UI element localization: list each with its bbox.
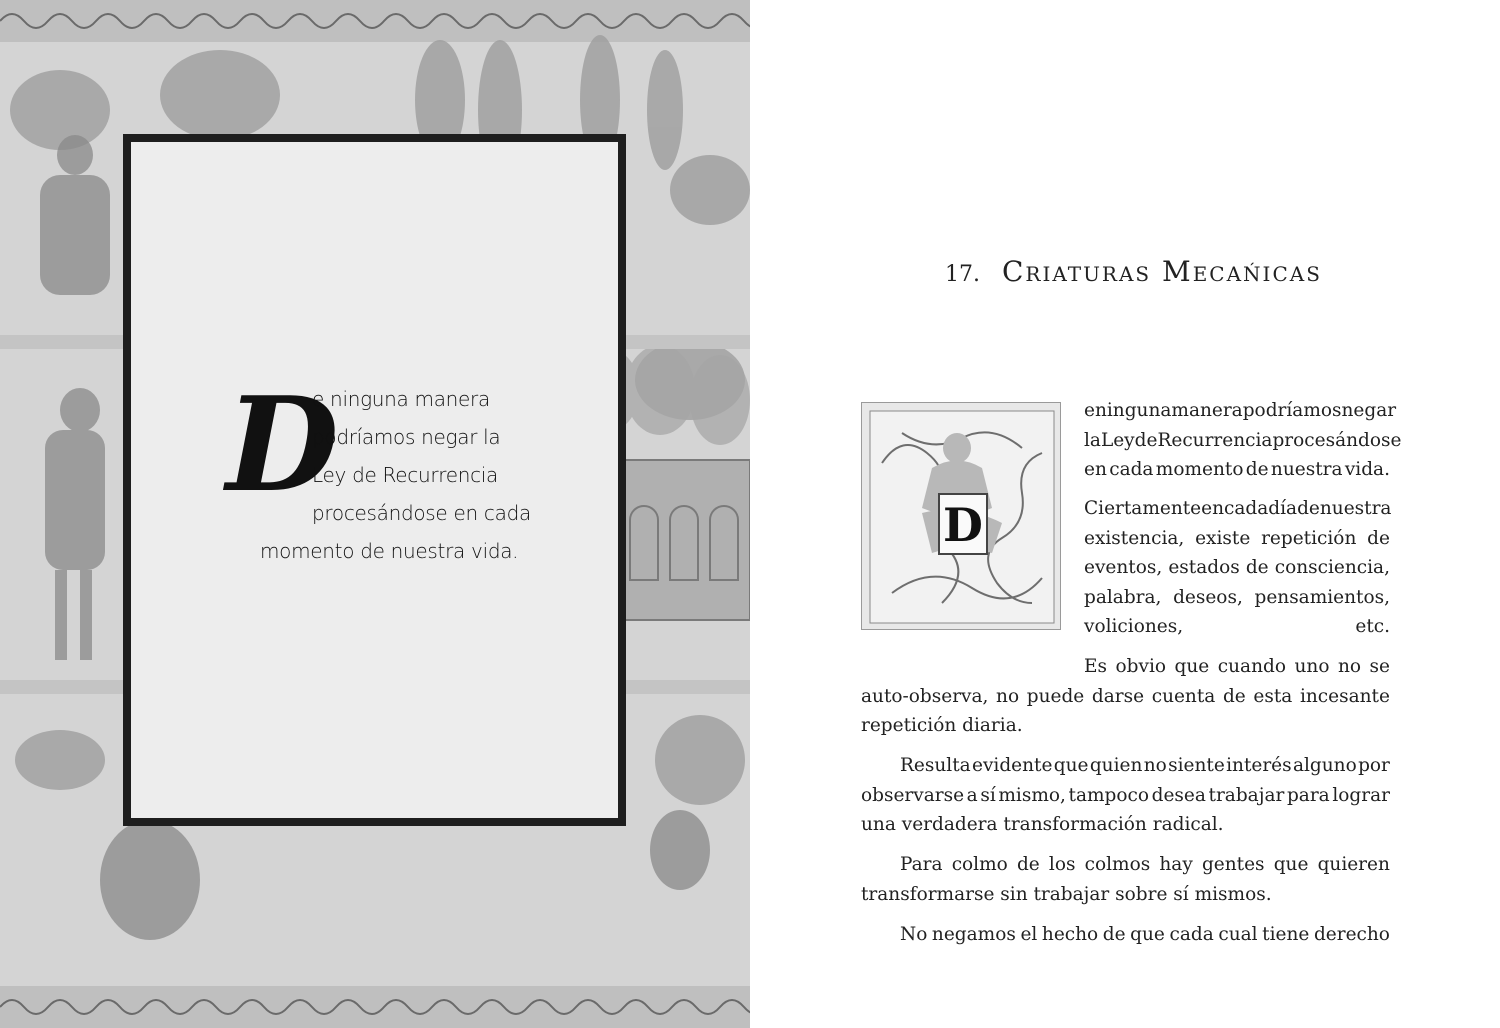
word: repetición bbox=[1261, 527, 1357, 549]
word: cada bbox=[1224, 498, 1269, 519]
word: alguno bbox=[1292, 755, 1357, 776]
word: deseos, bbox=[1173, 586, 1243, 608]
pull-quote-line-2: podríamos negar la bbox=[312, 425, 501, 449]
paragraph-6 bbox=[861, 920, 1390, 950]
word: trabajar bbox=[1208, 784, 1285, 806]
word: obvio bbox=[1115, 656, 1167, 677]
chapter-number: 17. bbox=[945, 262, 980, 287]
word: no bbox=[1143, 755, 1167, 776]
word: de bbox=[1367, 527, 1390, 549]
word: uno bbox=[1294, 656, 1330, 677]
word: cual bbox=[1218, 924, 1258, 945]
word: Es bbox=[1084, 656, 1107, 677]
paragraph-2-line bbox=[1084, 494, 1390, 524]
word: no bbox=[1337, 656, 1362, 677]
pull-quote-line-1: e ninguna manera bbox=[312, 387, 490, 411]
pull-quote-line-3: Ley de Recurrencia bbox=[312, 463, 499, 487]
word: momento bbox=[1155, 459, 1244, 481]
word: en bbox=[1201, 498, 1224, 519]
word: colmo bbox=[951, 854, 1008, 875]
word: voliciones, bbox=[1084, 616, 1184, 638]
word: se bbox=[1369, 656, 1390, 677]
word: evidente bbox=[972, 755, 1053, 776]
word: el bbox=[1020, 924, 1038, 945]
paragraph-4-line bbox=[861, 781, 1390, 811]
word: podríamos bbox=[1242, 400, 1342, 421]
word: existe bbox=[1195, 527, 1251, 549]
word: de bbox=[1102, 924, 1126, 945]
word: de bbox=[1222, 685, 1246, 707]
paragraph-4 bbox=[861, 751, 1390, 840]
word: estados bbox=[1168, 557, 1240, 579]
word: que bbox=[1174, 656, 1210, 677]
word: siente bbox=[1168, 755, 1225, 776]
word: lograr bbox=[1332, 784, 1390, 806]
word: esta bbox=[1253, 685, 1293, 707]
word: colmos bbox=[1084, 854, 1151, 875]
word: incesante bbox=[1299, 685, 1390, 707]
paragraph-2-line bbox=[1084, 583, 1390, 613]
word: los bbox=[1048, 854, 1076, 875]
word: por bbox=[1358, 755, 1390, 776]
word: ninguna bbox=[1094, 400, 1172, 421]
paragraph-5-line bbox=[861, 850, 1390, 880]
word: interés bbox=[1226, 755, 1292, 776]
word: etc. bbox=[1355, 616, 1390, 638]
word: para bbox=[1286, 784, 1330, 806]
paragraph-3-line: repetición diaria. bbox=[861, 715, 1023, 737]
word: de bbox=[1245, 557, 1269, 579]
word: Recurrencia bbox=[1157, 429, 1273, 451]
word: que bbox=[1053, 755, 1089, 776]
paragraph-1 bbox=[1084, 396, 1402, 485]
pull-quote-line-5: momento de nuestra vida. bbox=[260, 539, 519, 563]
word: tampoco bbox=[1068, 784, 1150, 806]
paragraph-1-line bbox=[1084, 396, 1397, 426]
word: auto-observa, bbox=[861, 685, 989, 707]
word: cada bbox=[1169, 924, 1214, 945]
paragraph-2-line bbox=[1084, 524, 1390, 554]
paragraph-2-line bbox=[1084, 553, 1390, 583]
word: observarse bbox=[861, 784, 965, 806]
word: derecho bbox=[1313, 924, 1390, 945]
word: cuenta bbox=[1151, 685, 1216, 707]
word: no bbox=[996, 685, 1020, 707]
word: pensamientos, bbox=[1254, 586, 1390, 608]
word: cada bbox=[1109, 459, 1154, 481]
paragraph-1-line bbox=[1084, 455, 1390, 485]
paragraph-2 bbox=[1084, 494, 1390, 642]
word: hecho bbox=[1041, 924, 1099, 945]
word: palabra, bbox=[1084, 586, 1162, 608]
word: nuestra bbox=[1319, 498, 1392, 519]
paragraph-3-line bbox=[861, 682, 1390, 712]
pull-quote-dropcap: D bbox=[226, 368, 339, 521]
paragraph-1-line bbox=[1084, 426, 1402, 456]
word: vida. bbox=[1344, 459, 1390, 481]
word: de bbox=[1016, 854, 1040, 875]
chapter-title: Criaturas Mecańicas bbox=[1002, 255, 1322, 288]
word: gentes bbox=[1201, 854, 1265, 875]
word: existencia, bbox=[1084, 527, 1185, 549]
illuminated-letter: D bbox=[943, 498, 983, 552]
word: desea bbox=[1151, 784, 1206, 806]
word: nuestra bbox=[1270, 459, 1343, 481]
illuminated-letter-box bbox=[938, 493, 988, 555]
word: manera bbox=[1171, 400, 1243, 421]
illuminated-initial bbox=[861, 402, 1061, 630]
word: quieren bbox=[1317, 854, 1390, 875]
paragraph-3 bbox=[861, 652, 1390, 741]
paragraph-2-line bbox=[1084, 612, 1390, 642]
word: Para bbox=[900, 854, 943, 875]
word: tiene bbox=[1262, 924, 1310, 945]
paragraph-4-line: una verdadera transformación radical. bbox=[861, 814, 1224, 836]
word: que bbox=[1273, 854, 1309, 875]
word: No bbox=[900, 924, 928, 945]
word: negar bbox=[1341, 400, 1397, 421]
word: consciencia, bbox=[1274, 557, 1390, 579]
word: negamos bbox=[931, 924, 1016, 945]
word: procesándose bbox=[1272, 429, 1402, 451]
paragraph-4-line bbox=[861, 751, 1390, 781]
word: que bbox=[1130, 924, 1165, 945]
word: de bbox=[1245, 459, 1269, 481]
right-page bbox=[750, 0, 1500, 1028]
word: en bbox=[1084, 459, 1107, 481]
paragraph-3-line bbox=[861, 652, 1390, 682]
word: Resulta bbox=[900, 755, 971, 776]
word: a bbox=[966, 784, 978, 806]
word: de bbox=[1297, 498, 1320, 519]
paragraph-6-line bbox=[861, 920, 1390, 950]
word: eventos, bbox=[1084, 557, 1163, 579]
word: la bbox=[1084, 429, 1101, 451]
paragraph-5 bbox=[861, 850, 1390, 909]
word: Ciertamente bbox=[1084, 498, 1202, 519]
word: sí bbox=[980, 784, 996, 806]
word: día bbox=[1268, 498, 1298, 519]
word: darse bbox=[1091, 685, 1145, 707]
word: cuando bbox=[1217, 656, 1286, 677]
word: mismo, bbox=[998, 784, 1066, 806]
pull-quote-line-4: procesándose en cada bbox=[312, 501, 531, 525]
word: hay bbox=[1159, 854, 1193, 875]
paragraph-5-line: transformarse sin trabajar sobre sí mismos. bbox=[861, 883, 1272, 905]
word: Ley bbox=[1100, 429, 1135, 451]
word: puede bbox=[1026, 685, 1085, 707]
word: e bbox=[1084, 400, 1095, 421]
word: de bbox=[1134, 429, 1158, 451]
chapter-heading bbox=[945, 255, 1365, 288]
word: quien bbox=[1089, 755, 1143, 776]
